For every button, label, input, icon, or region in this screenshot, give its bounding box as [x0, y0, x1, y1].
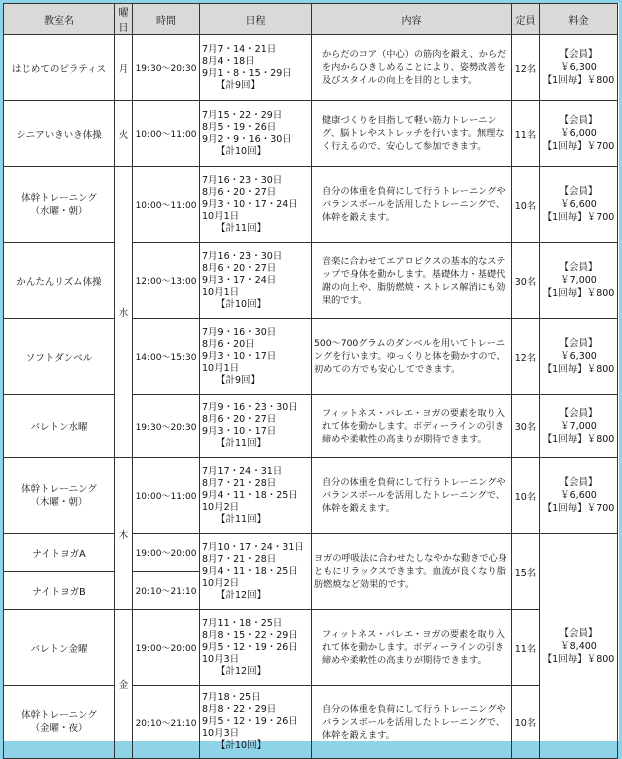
fee-once: 【1回毎】￥800	[542, 364, 615, 375]
capacity-cell: 30名	[512, 395, 540, 458]
session-total: 【計12回】	[216, 589, 267, 601]
fee-cell	[540, 458, 618, 534]
session-total: 【計10回】	[216, 145, 267, 157]
fee-cell	[540, 167, 618, 243]
time-cell: 19:00～20:00	[133, 610, 200, 686]
class-name: バレトン水曜	[4, 395, 115, 458]
fee-once: 【1回毎】￥800	[542, 75, 615, 86]
schedule-cell	[200, 534, 312, 610]
table-row	[4, 35, 618, 101]
time-cell: 10:00～11:00	[133, 458, 200, 534]
description-cell	[312, 395, 512, 458]
session-total: 【計9回】	[216, 79, 261, 91]
time-cell: 19:00～20:00	[133, 534, 200, 572]
date-line: 8月5・19・26日	[202, 121, 277, 133]
fee-once: 【1回毎】￥700	[542, 141, 615, 152]
capacity-cell: 11名	[512, 610, 540, 686]
session-total: 【計9回】	[216, 374, 261, 386]
date-line: 7月17・24・31日	[202, 465, 283, 477]
header-content: 内容	[312, 4, 512, 35]
date-line: 10月2日	[202, 577, 240, 589]
table-row	[4, 610, 618, 686]
table-row	[4, 395, 618, 458]
description-text: 自分の体重を負荷にして行うトレーニングやバランスボールを活用したトレーニングで、体幹を鍛えます。	[322, 186, 506, 223]
class-name-line: 体幹トレーニング	[21, 483, 97, 495]
fee-cell	[540, 534, 618, 759]
session-total: 【計11回】	[216, 438, 267, 449]
schedule-cell	[200, 395, 312, 458]
class-name: ソフトダンベル	[4, 319, 115, 395]
description-text: 自分の体重を負荷にして行うトレーニングやバランスボールを活用したトレーニングで、体幹を鍛えます。	[322, 477, 506, 514]
class-name: はじめてのピラティス	[4, 35, 115, 101]
description-text: ヨガの呼吸法に合わせたしなやかな動きで心身ともにリラックスできます。血流が良くなり脂肪燃焼など効果的です。	[314, 553, 507, 590]
date-line: 8月6・20・27日	[202, 262, 277, 274]
class-name-line: 体幹トレーニング	[21, 710, 97, 721]
description-cell	[312, 534, 512, 610]
capacity-cell: 12名	[512, 35, 540, 101]
date-line: 10月3日	[202, 728, 240, 739]
time-cell: 20:10～21:10	[133, 686, 200, 759]
date-line: 9月3・10・17日	[202, 350, 277, 362]
schedule-cell	[200, 610, 312, 686]
date-line: 10月2日	[202, 501, 240, 513]
date-line: 8月6・20日	[202, 338, 255, 350]
description-text: からだのコア（中心）の筋肉を鍛え、からだを内からひきしめることにより、姿勢改善を及びスタイルの向上を目的とします。	[322, 49, 507, 86]
header-capacity: 定員	[512, 4, 540, 35]
time-cell: 20:10～21:10	[133, 572, 200, 610]
fee-member: 【会員】￥7,000	[559, 262, 598, 286]
day-cell: 水	[115, 167, 133, 458]
date-line: 7月16・23・30日	[202, 174, 283, 186]
date-line: 9月3・17・24日	[202, 274, 277, 286]
schedule-cell	[200, 458, 312, 534]
fee-once: 【1回毎】￥700	[542, 212, 615, 223]
date-line: 8月6・20・27日	[202, 414, 277, 425]
date-line: 8月7・21・28日	[202, 477, 277, 489]
schedule-cell	[200, 101, 312, 167]
date-line: 7月10・17・24・31日	[202, 541, 304, 553]
date-line: 7月15・22・29日	[202, 109, 283, 121]
class-name-sub: （水曜・朝）	[30, 205, 88, 217]
description-text: 500～700グラムのダンベルを用いてトレーニングを行います。ゆっくりと体を動かすので、初めての方でも安心してできます。	[314, 338, 506, 375]
fee-cell	[540, 243, 618, 319]
class-schedule-table	[3, 3, 618, 759]
time-cell: 10:00～11:00	[133, 167, 200, 243]
fee-cell	[540, 35, 618, 101]
date-line: 9月4・11・18・25日	[202, 489, 298, 501]
day-cell: 火	[115, 101, 133, 167]
capacity-cell: 10名	[512, 167, 540, 243]
header-schedule: 日程	[200, 4, 312, 35]
fee-once: 【1回毎】￥800	[542, 653, 615, 665]
session-total: 【計11回】	[216, 513, 267, 525]
time-cell: 12:00～13:00	[133, 243, 200, 319]
description-cell	[312, 319, 512, 395]
header-fee: 料金	[540, 4, 618, 35]
date-line: 9月1・8・15・29日	[202, 67, 292, 79]
date-line: 7月18・25日	[202, 692, 261, 703]
schedule-cell	[200, 35, 312, 101]
table-row	[4, 458, 618, 534]
fee-once: 【1回毎】￥800	[542, 433, 615, 445]
date-line: 9月4・11・18・25日	[202, 565, 298, 577]
date-line: 7月16・23・30日	[202, 250, 283, 262]
table-row	[4, 534, 618, 572]
description-cell	[312, 458, 512, 534]
date-line: 8月8・22・29日	[202, 704, 277, 715]
description-cell	[312, 610, 512, 686]
class-name	[4, 686, 115, 759]
capacity-cell: 30名	[512, 243, 540, 319]
class-name-sub: （木曜・朝）	[30, 496, 88, 508]
day-cell: 月	[115, 35, 133, 101]
date-line: 7月7・14・21日	[202, 43, 277, 55]
header-row	[4, 4, 618, 35]
description-cell	[312, 101, 512, 167]
capacity-cell: 12名	[512, 319, 540, 395]
capacity-cell: 10名	[512, 458, 540, 534]
date-line: 7月9・16・30日	[202, 326, 277, 338]
description-cell	[312, 167, 512, 243]
fee-member: 【会員】￥6,600	[559, 186, 598, 210]
class-name-line: 体幹トレーニング	[21, 192, 97, 204]
description-cell	[312, 686, 512, 759]
date-line: 10月1日	[202, 210, 240, 222]
header-time: 時間	[133, 4, 200, 35]
fee-member: 【会員】￥6,000	[559, 115, 598, 139]
fee-cell	[540, 395, 618, 458]
date-line: 8月6・20・27日	[202, 186, 277, 198]
date-line: 10月3日	[202, 653, 240, 665]
date-line: 10月1日	[202, 286, 240, 298]
fee-member: 【会員】￥6,300	[559, 49, 598, 73]
date-line: 9月3・10・17日	[202, 426, 277, 437]
fee-cell	[540, 101, 618, 167]
class-name	[4, 167, 115, 243]
class-name: かんたんリズム体操	[4, 243, 115, 319]
table-row	[4, 101, 618, 167]
description-cell	[312, 243, 512, 319]
day-cell: 木	[115, 458, 133, 610]
date-line: 8月8・15・22・29日	[202, 629, 298, 641]
header-day: 曜日	[115, 4, 133, 35]
fee-member: 【会員】￥7,000	[559, 407, 598, 432]
schedule-cell	[200, 319, 312, 395]
session-total: 【計11回】	[216, 222, 267, 234]
table-row	[4, 686, 618, 759]
capacity-cell: 10名	[512, 686, 540, 759]
date-line: 9月3・10・17・24日	[202, 198, 298, 210]
class-name	[4, 458, 115, 534]
class-name: バレトン金曜	[4, 610, 115, 686]
capacity-cell: 11名	[512, 101, 540, 167]
session-total: 【計12回】	[216, 665, 267, 677]
fee-member: 【会員】￥8,400	[559, 627, 598, 652]
fee-once: 【1回毎】￥700	[542, 503, 615, 514]
date-line: 7月11・18・25日	[202, 617, 283, 629]
fee-cell	[540, 319, 618, 395]
fee-once: 【1回毎】￥800	[542, 288, 615, 299]
schedule-cell	[200, 243, 312, 319]
description-text: フィットネス・バレエ・ヨガの要素を取り入れて体を動かします。ボディーラインの引き締めや柔軟性の高まりが期待できます。	[322, 407, 505, 445]
date-line: 9月5・12・19・26日	[202, 716, 298, 727]
class-name: ナイトヨガB	[4, 572, 115, 610]
table-row	[4, 167, 618, 243]
date-line: 8月4・18日	[202, 55, 255, 67]
schedule-cell	[200, 686, 312, 759]
time-cell: 14:00～15:30	[133, 319, 200, 395]
class-name-sub: （金曜・夜）	[30, 723, 88, 734]
schedule-frame	[3, 3, 619, 751]
session-total: 【計10回】	[216, 298, 267, 310]
day-cell: 金	[115, 610, 133, 759]
date-line: 8月7・21・28日	[202, 553, 277, 565]
time-cell: 19:30～20:30	[133, 395, 200, 458]
time-cell: 19:30～20:30	[133, 35, 200, 101]
date-line: 10月1日	[202, 362, 240, 374]
description-text: フィットネス・バレエ・ヨガの要素を取り入れて体を動かします。ボディーラインの引き締めや柔軟性の高まりが期待できます。	[322, 629, 505, 666]
description-text: 音楽に合わせてエアロビクスの基本的なステップで身体を動かします。基礎体力・基礎代謝の向上や、脂肪燃焼・ストレス解消にも効果的です。	[322, 255, 506, 306]
table-row	[4, 243, 618, 319]
date-line: 9月2・9・16・30日	[202, 133, 292, 145]
description-cell	[312, 35, 512, 101]
description-text: 自分の体重を負荷にして行うトレーニングやバランスボールを活用したトレーニングで、体幹を鍛えます。	[322, 703, 506, 741]
fee-member: 【会員】￥6,300	[559, 338, 598, 362]
fee-member: 【会員】￥6,600	[559, 477, 598, 501]
session-total: 【計10回】	[216, 740, 267, 751]
class-name: ナイトヨガA	[4, 534, 115, 572]
description-text: 健康づくりを目指して軽い筋力トレーニング、脳トレやストレッチを行います。無理なく行えるので、安心して参加できます。	[322, 115, 505, 152]
time-cell: 10:00～11:00	[133, 101, 200, 167]
table-row	[4, 319, 618, 395]
class-name: シニアいきいき体操	[4, 101, 115, 167]
date-line: 9月5・12・19・26日	[202, 641, 298, 653]
header-name: 教室名	[4, 4, 115, 35]
date-line: 7月9・16・23・30日	[202, 402, 298, 413]
schedule-cell	[200, 167, 312, 243]
capacity-cell: 15名	[512, 534, 540, 610]
